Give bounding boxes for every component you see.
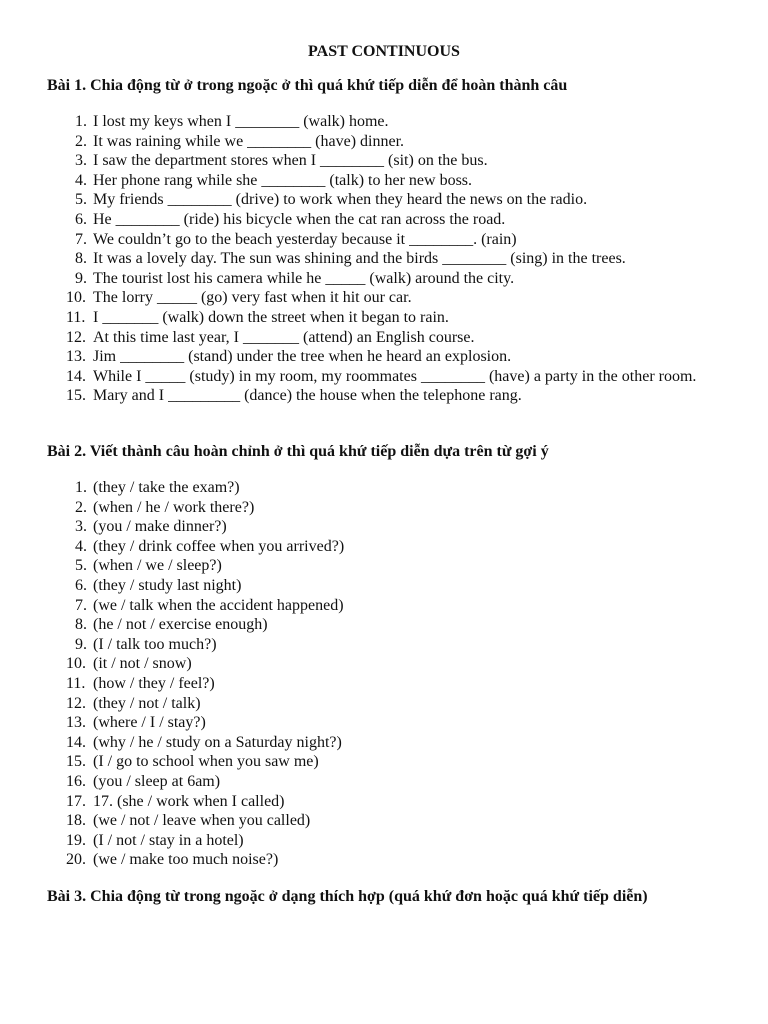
list-item <box>47 792 723 812</box>
item-number: 2. <box>75 498 87 516</box>
item-text: (you / sleep at 6am) <box>93 772 221 790</box>
item-number: 13. <box>66 348 86 366</box>
list-item <box>47 537 723 557</box>
list-item <box>47 850 723 870</box>
item-text: (I / go to school when you saw me) <box>93 753 319 771</box>
item-number: 8. <box>75 250 87 268</box>
list-item <box>47 694 723 714</box>
item-text: (they / study last night) <box>93 576 242 594</box>
list-item <box>47 347 723 367</box>
item-text: It was raining while we ________ (have) dinner. <box>93 132 405 150</box>
item-number: 5. <box>75 191 87 209</box>
list-item <box>47 811 723 831</box>
item-text: While I _____ (study) in my room, my roommates ________ (have) a party in the other room. <box>93 367 697 385</box>
item-text: I lost my keys when I ________ (walk) home. <box>93 113 389 130</box>
item-text: (we / not / leave when you called) <box>93 812 311 830</box>
item-text: It was a lovely day. The sun was shining and the birds ________ (sing) in the trees. <box>93 250 626 268</box>
list-item <box>47 478 723 498</box>
item-number: 2. <box>75 132 87 150</box>
item-number: 4. <box>75 537 87 555</box>
list-item <box>47 367 723 387</box>
item-text: (why / he / study on a Saturday night?) <box>93 733 342 751</box>
exercise-2-heading: Bài 2. Viết thành câu hoàn chỉnh ở thì quá khứ tiếp diễn dựa trên từ gợi ý <box>47 443 549 460</box>
list-item <box>47 328 723 348</box>
item-number: 20. <box>66 851 86 869</box>
item-number: 18. <box>66 812 86 830</box>
item-number: 14. <box>66 367 86 385</box>
list-item <box>47 752 723 772</box>
item-number: 4. <box>75 171 87 189</box>
item-text: (I / talk too much?) <box>93 635 217 653</box>
list-item <box>47 269 723 289</box>
item-text: (we / make too much noise?) <box>93 851 279 869</box>
item-number: 6. <box>75 210 87 228</box>
item-text: (they / drink coffee when you arrived?) <box>93 537 345 555</box>
item-text: (we / talk when the accident happened) <box>93 596 344 614</box>
list-item <box>47 210 723 230</box>
item-number: 3. <box>75 518 87 536</box>
item-number: 12. <box>66 328 86 346</box>
item-number: 13. <box>66 714 86 732</box>
list-item <box>47 151 723 171</box>
item-number: 7. <box>75 596 87 614</box>
list-item <box>47 635 723 655</box>
item-number: 11. <box>66 308 86 326</box>
item-number: 15. <box>66 387 86 405</box>
item-text: (when / we / sleep?) <box>93 557 222 575</box>
item-text: (how / they / feel?) <box>93 674 215 692</box>
item-text: Mary and I _________ (dance) the house when the telephone rang. <box>93 387 522 405</box>
item-text: (it / not / snow) <box>93 655 192 673</box>
item-text: (I / not / stay in a hotel) <box>93 831 244 849</box>
item-text: The lorry _____ (go) very fast when it hit our car. <box>93 289 412 307</box>
item-number: 7. <box>75 230 87 248</box>
item-number: 11. <box>66 674 86 692</box>
list-item <box>47 517 723 537</box>
item-text: I saw the department stores when I ________ (sit) on the bus. <box>93 152 488 170</box>
item-text: At this time last year, I _______ (attend) an English course. <box>93 328 475 346</box>
item-text: He ________ (ride) his bicycle when the cat ran across the road. <box>93 210 506 228</box>
list-item <box>47 596 723 616</box>
exercise-1-list <box>47 112 723 406</box>
list-item <box>47 831 723 851</box>
item-text: The tourist lost his camera while he _____ (walk) around the city. <box>93 269 515 287</box>
item-text: (when / he / work there?) <box>93 498 255 516</box>
item-text: Jim ________ (stand) under the tree when he heard an explosion. <box>93 348 512 366</box>
item-text: (they / not / talk) <box>93 694 201 712</box>
item-number: 15. <box>66 753 86 771</box>
item-number: 6. <box>75 576 87 594</box>
page-title: PAST CONTINUOUS <box>308 43 460 60</box>
list-item <box>47 615 723 635</box>
list-item <box>47 190 723 210</box>
item-number: 14. <box>66 733 86 751</box>
exercise-2-list <box>47 478 723 870</box>
list-item <box>47 132 723 152</box>
list-item <box>47 230 723 250</box>
item-number: 9. <box>75 635 87 653</box>
item-text: We couldn’t go to the beach yesterday because it ________. (rain) <box>93 230 517 248</box>
item-text: (he / not / exercise enough) <box>93 616 268 634</box>
list-item <box>47 498 723 518</box>
list-item <box>47 112 723 132</box>
item-text: Her phone rang while she ________ (talk) to her new boss. <box>93 171 473 189</box>
item-text: I _______ (walk) down the street when it began to rain. <box>93 308 449 326</box>
exercise-3-heading: Bài 3. Chia động từ trong ngoặc ở dạng thích hợp (quá khứ đơn hoặc quá khứ tiếp diễn) <box>47 888 648 905</box>
list-item <box>47 308 723 328</box>
item-number: 17. <box>66 792 86 810</box>
item-text: 17. (she / work when I called) <box>93 792 285 810</box>
list-item <box>47 713 723 733</box>
list-item <box>47 654 723 674</box>
item-number: 9. <box>75 269 87 287</box>
list-item <box>47 772 723 792</box>
item-text: My friends ________ (drive) to work when they heard the news on the radio. <box>93 191 588 209</box>
list-item <box>47 576 723 596</box>
item-number: 1. <box>75 479 87 496</box>
item-number: 16. <box>66 772 86 790</box>
item-text: (you / make dinner?) <box>93 518 227 536</box>
item-number: 10. <box>66 289 86 307</box>
item-number: 19. <box>66 831 86 849</box>
item-text: (they / take the exam?) <box>93 479 240 496</box>
item-number: 10. <box>66 655 86 673</box>
list-item <box>47 733 723 753</box>
item-number: 5. <box>75 557 87 575</box>
item-text: (where / I / stay?) <box>93 714 206 732</box>
list-item <box>47 386 723 406</box>
list-item <box>47 249 723 269</box>
list-item <box>47 556 723 576</box>
list-item <box>47 288 723 308</box>
exercise-1-heading: Bài 1. Chia động từ ở trong ngoặc ở thì quá khứ tiếp diễn để hoàn thành câu <box>47 77 568 94</box>
item-number: 3. <box>75 152 87 170</box>
item-number: 12. <box>66 694 86 712</box>
list-item <box>47 674 723 694</box>
item-number: 1. <box>75 113 87 130</box>
item-number: 8. <box>75 616 87 634</box>
list-item <box>47 171 723 191</box>
